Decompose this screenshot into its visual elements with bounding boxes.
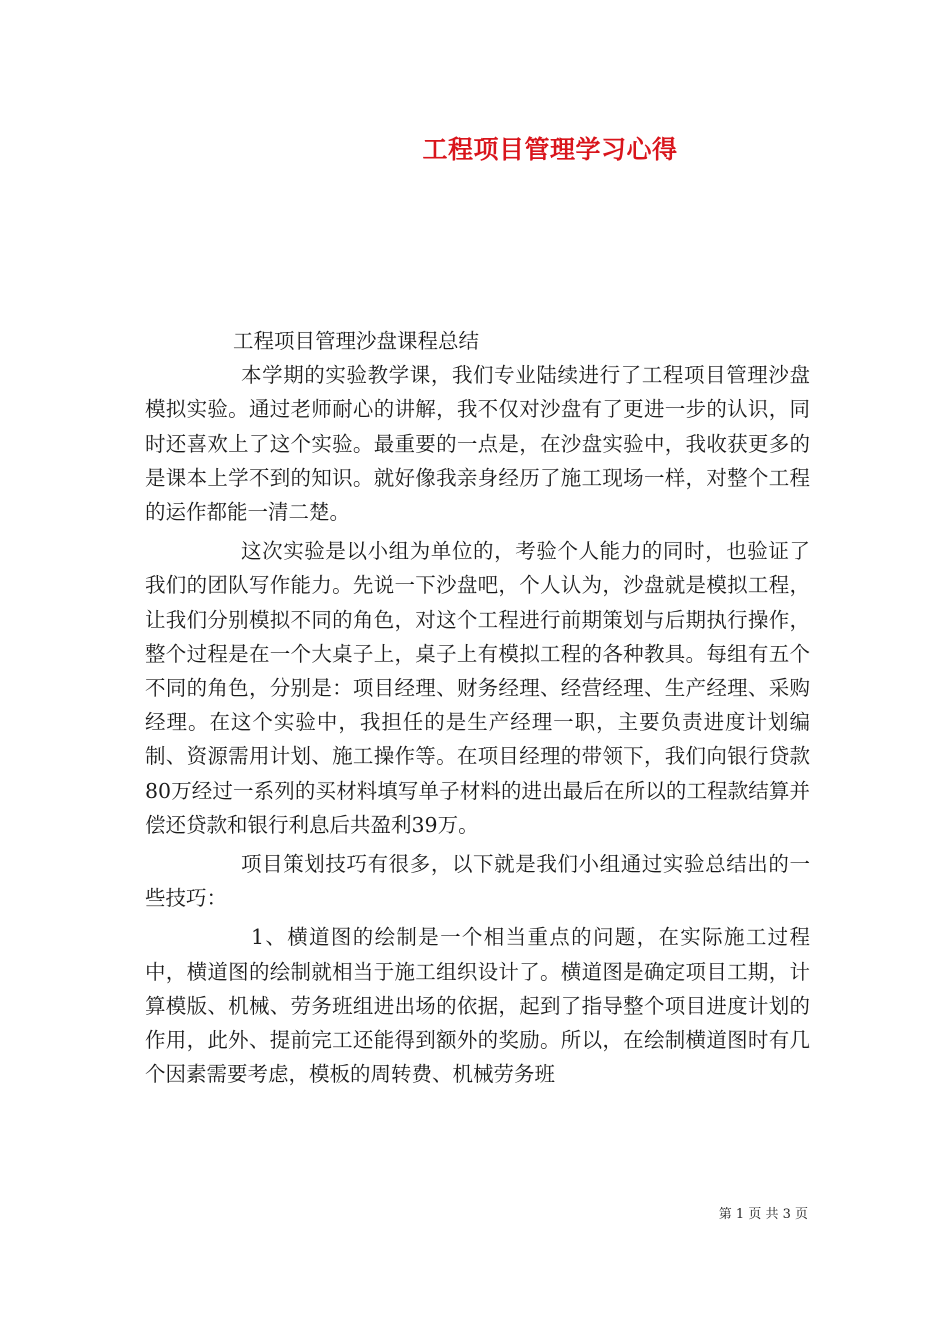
list-item-gantt-chart: 1、横道图的绘制是一个相当重点的问题，在实际施工过程中，横道图的绘制就相当于施工组织设计了。横道图是确定项目工期，计算模版、机械、劳务班组进出场的依据，起到了指导整个项目进度计划的作用，此外、提前完工还能得到额外的奖励。所以，在绘制横道图时有几个因素需要考虑，模板的周转费、机械劳务班 [145, 925, 810, 1087]
paragraph-techniques-intro: 项目策划技巧有很多，以下就是我们小组通过实验总结出的一些技巧： [145, 852, 810, 911]
document-title: 工程项目管理学习心得 [422, 135, 678, 164]
paragraph-intro: 本学期的实验教学课，我们专业陆续进行了工程项目管理沙盘模拟实验。通过老师耐心的讲解，我不仅对沙盘有了更进一步的认识，同时还喜欢上了这个实验。最重要的一点是，在沙盘实验中，我收获更多的是课本上学不到的知识。就好像我亲身经历了施工现场一样，对整个工程的运作都能一清二楚。 [145, 363, 810, 525]
section-heading: 工程项目管理沙盘课程总结 [233, 329, 479, 353]
document-body [145, 324, 810, 1091]
page-number-footer: 第 1 页 共 3 页 [718, 1207, 808, 1222]
paragraph-team-experiment: 这次实验是以小组为单位的，考验个人能力的同时，也验证了我们的团队写作能力。先说一下沙盘吧，个人认为，沙盘就是模拟工程，让我们分别模拟不同的角色，对这个工程进行前期策划与后期执行操作，整个过程是在一个大桌子上，桌子上有模拟工程的各种教具。每组有五个不同的角色，分别是：项目经理、财务经理、经营经理、生产经理、采购经理。在这个实验中，我担任的是生产经理一职，主要负责进度计划编制、资源需用计划、施工操作等。在项目经理的带领下，我们向银行贷款80万经过一系列的买材料填写单子材料的进出最后在所以的工程款结算并偿还贷款和银行利息后共盈利39万。 [145, 539, 810, 837]
